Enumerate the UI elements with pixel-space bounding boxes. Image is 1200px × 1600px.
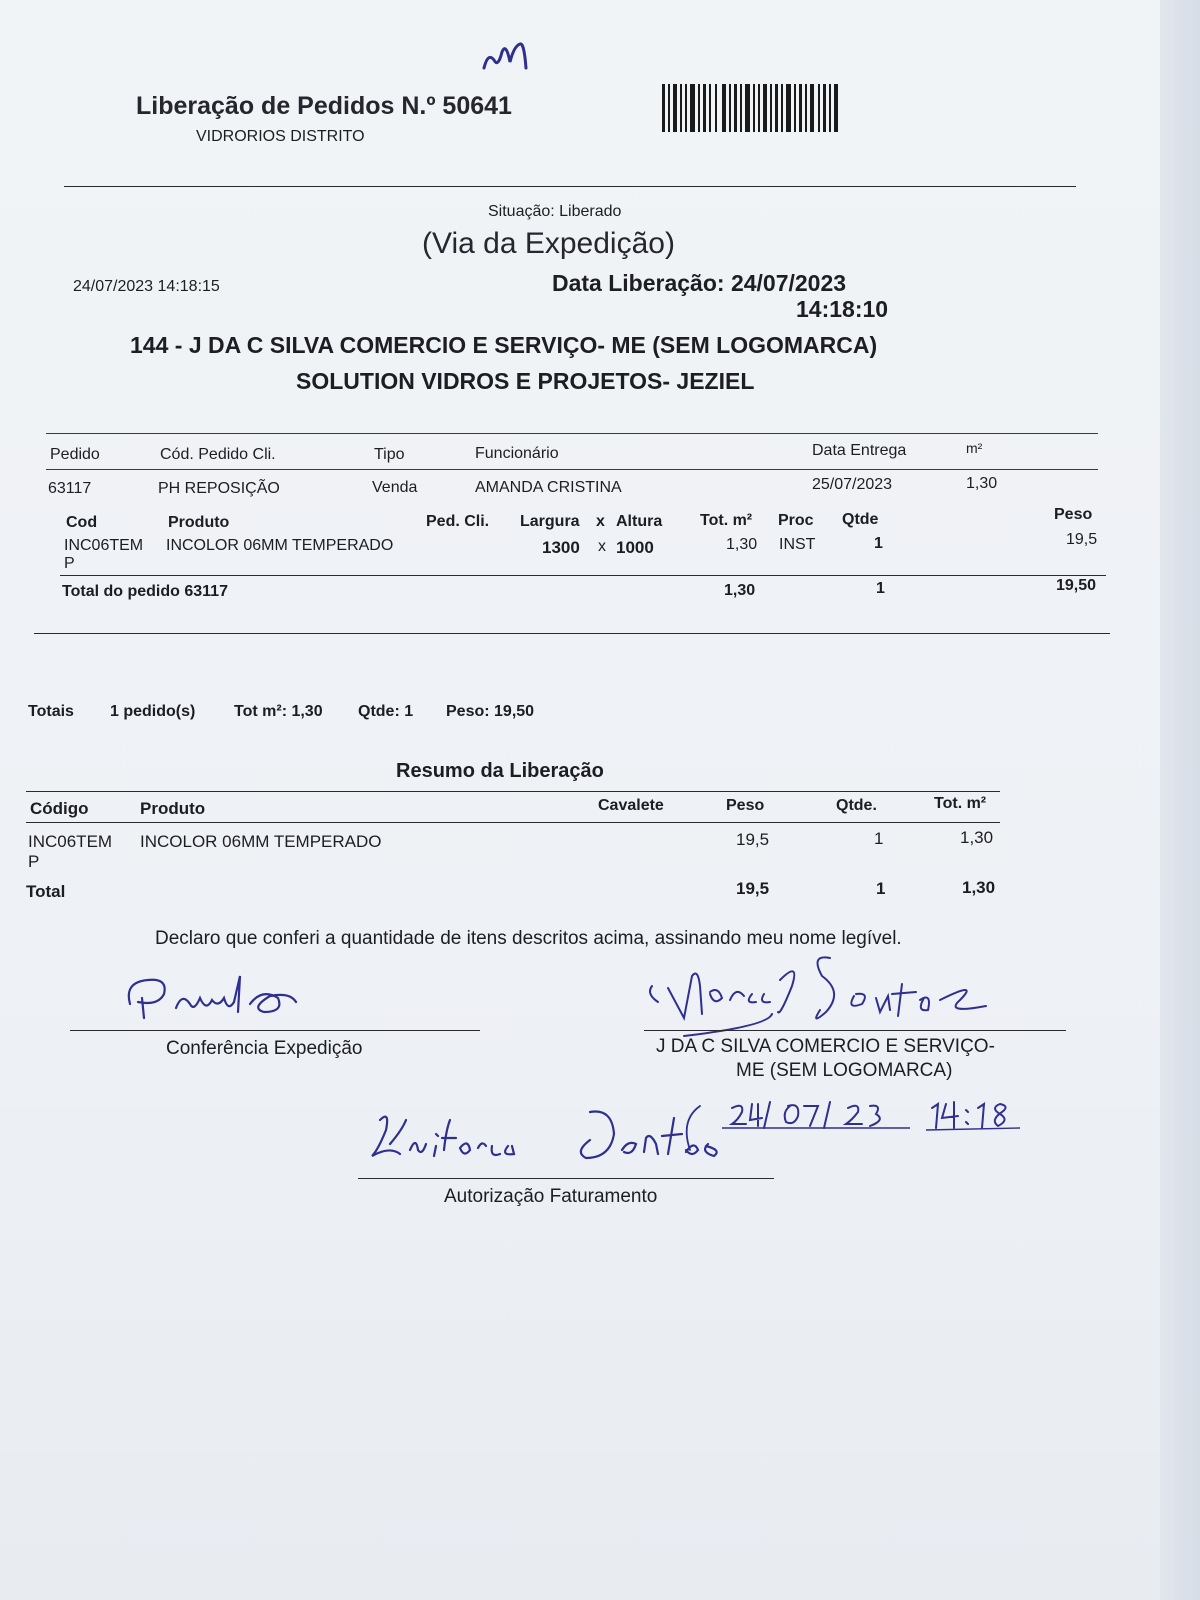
item-altura: 1000 xyxy=(616,538,654,557)
liberation-time: 14:18:10 xyxy=(796,296,889,322)
order-cod-pedido-cli-value: PH REPOSIÇÃO xyxy=(158,480,280,497)
client-signature xyxy=(640,940,1020,1050)
summary-title: Resumo da Liberação xyxy=(396,760,604,782)
client-signature-line xyxy=(644,1030,1066,1031)
item-proc: INST xyxy=(779,536,816,553)
header-divider xyxy=(64,186,1076,187)
summary-total-peso: 19,5 xyxy=(736,879,770,898)
printed-timestamp: 24/07/2023 14:18:15 xyxy=(73,278,220,295)
summary-codigo-line2: P xyxy=(28,852,40,871)
summary-header-peso: Peso xyxy=(726,797,765,814)
order-header-pedido: Pedido xyxy=(50,446,100,463)
item-x: x xyxy=(598,538,606,555)
summary-peso: 19,5 xyxy=(736,830,770,849)
autorizacao-signature xyxy=(360,1100,760,1180)
order-data-entrega-value: 25/07/2023 xyxy=(812,476,893,493)
document-title: Liberação de Pedidos N.º 50641 xyxy=(136,92,512,120)
client-subtitle: SOLUTION VIDROS E PROJETOS- JEZIEL xyxy=(296,368,755,394)
summary-top-rule xyxy=(26,791,1000,792)
order-header-rule xyxy=(46,469,1098,470)
item-peso: 19,5 xyxy=(1066,531,1098,548)
order-total-tot-m2: 1,30 xyxy=(724,582,756,599)
autorizacao-label: Autorização Faturamento xyxy=(444,1186,658,1207)
item-cod-line2: P xyxy=(64,555,75,572)
totals-pedidos: 1 pedido(s) xyxy=(110,703,196,720)
totals-qtde: Qtde: 1 xyxy=(358,703,414,720)
item-largura: 1300 xyxy=(542,538,580,557)
item-tot-m2: 1,30 xyxy=(726,536,758,553)
order-total-qtde: 1 xyxy=(876,580,885,597)
item-header-x: x xyxy=(596,513,605,530)
summary-total-label: Total xyxy=(26,882,66,901)
client-name: 144 - J DA C SILVA COMERCIO E SERVIÇO- ME (SEM LOGOMARCA) xyxy=(130,332,878,358)
status-label: Situação: Liberado xyxy=(488,203,622,220)
order-total-label: Total do pedido 63117 xyxy=(62,583,228,600)
summary-header-cavalete: Cavalete xyxy=(598,797,664,814)
order-header-m2: m² xyxy=(966,440,983,456)
order-section-end-rule xyxy=(34,633,1110,634)
totals-tot-m2: Tot m²: 1,30 xyxy=(234,703,323,720)
order-table-top-rule xyxy=(46,433,1098,434)
item-header-ped-cli: Ped. Cli. xyxy=(426,513,490,530)
summary-produto: INCOLOR 06MM TEMPERADO xyxy=(140,832,382,851)
item-header-proc: Proc xyxy=(778,512,814,529)
summary-codigo-line1: INC06TEM xyxy=(28,832,113,851)
item-produto: INCOLOR 06MM TEMPERADO xyxy=(166,537,394,554)
item-header-largura: Largura xyxy=(520,513,580,530)
item-cod-line1: INC06TEM xyxy=(64,537,144,554)
summary-qtde: 1 xyxy=(874,829,884,848)
order-pedido-value: 63117 xyxy=(48,480,92,497)
conferencia-signature-line xyxy=(70,1030,480,1031)
barcode-image xyxy=(662,84,838,132)
order-header-data-entrega: Data Entrega xyxy=(812,442,907,459)
company-name: VIDRORIOS DISTRITO xyxy=(196,128,365,145)
summary-header-qtde: Qtde. xyxy=(836,797,877,814)
item-header-produto: Produto xyxy=(168,514,230,531)
order-header-cod-pedido-cli: Cód. Pedido Cli. xyxy=(160,446,276,463)
handwritten-date xyxy=(720,1098,1020,1134)
item-header-altura: Altura xyxy=(616,513,663,530)
via-title: (Via da Expedição) xyxy=(422,227,675,260)
summary-header-codigo: Código xyxy=(30,799,89,818)
totals-label: Totais xyxy=(28,703,74,720)
summary-header-tot-m2: Tot. m² xyxy=(934,795,987,812)
item-qtde: 1 xyxy=(874,535,883,552)
order-total-peso: 19,50 xyxy=(1056,577,1097,594)
declaration-text: Declaro que conferi a quantidade de itens descritos acima, assinando meu nome legível. xyxy=(155,928,902,949)
order-header-tipo: Tipo xyxy=(374,446,405,463)
order-header-funcionario: Funcionário xyxy=(475,445,559,462)
summary-tot-m2: 1,30 xyxy=(960,828,994,847)
summary-total-tot-m2: 1,30 xyxy=(962,878,996,897)
conferencia-signature xyxy=(120,968,320,1028)
order-m2-value: 1,30 xyxy=(966,475,998,492)
conferencia-label: Conferência Expedição xyxy=(166,1038,363,1059)
totals-peso: Peso: 19,50 xyxy=(446,703,535,720)
order-funcionario-value: AMANDA CRISTINA xyxy=(475,479,622,496)
summary-header-produto: Produto xyxy=(140,799,206,818)
client-label-line2: ME (SEM LOGOMARCA) xyxy=(736,1060,953,1081)
item-header-qtde: Qtde xyxy=(842,511,879,528)
order-tipo-value: Venda xyxy=(372,479,418,496)
summary-total-qtde: 1 xyxy=(876,879,886,898)
item-header-tot-m2: Tot. m² xyxy=(700,512,753,529)
order-total-rule xyxy=(60,575,1106,576)
client-label-line1: J DA C SILVA COMERCIO E SERVIÇO- xyxy=(656,1036,995,1057)
liberation-date: Data Liberação: 24/07/2023 xyxy=(552,270,847,296)
item-header-peso: Peso xyxy=(1054,506,1093,523)
summary-header-rule xyxy=(26,822,1000,823)
handwritten-initial-mark xyxy=(480,38,540,78)
item-header-cod: Cod xyxy=(66,514,98,531)
autorizacao-signature-line xyxy=(358,1178,774,1179)
